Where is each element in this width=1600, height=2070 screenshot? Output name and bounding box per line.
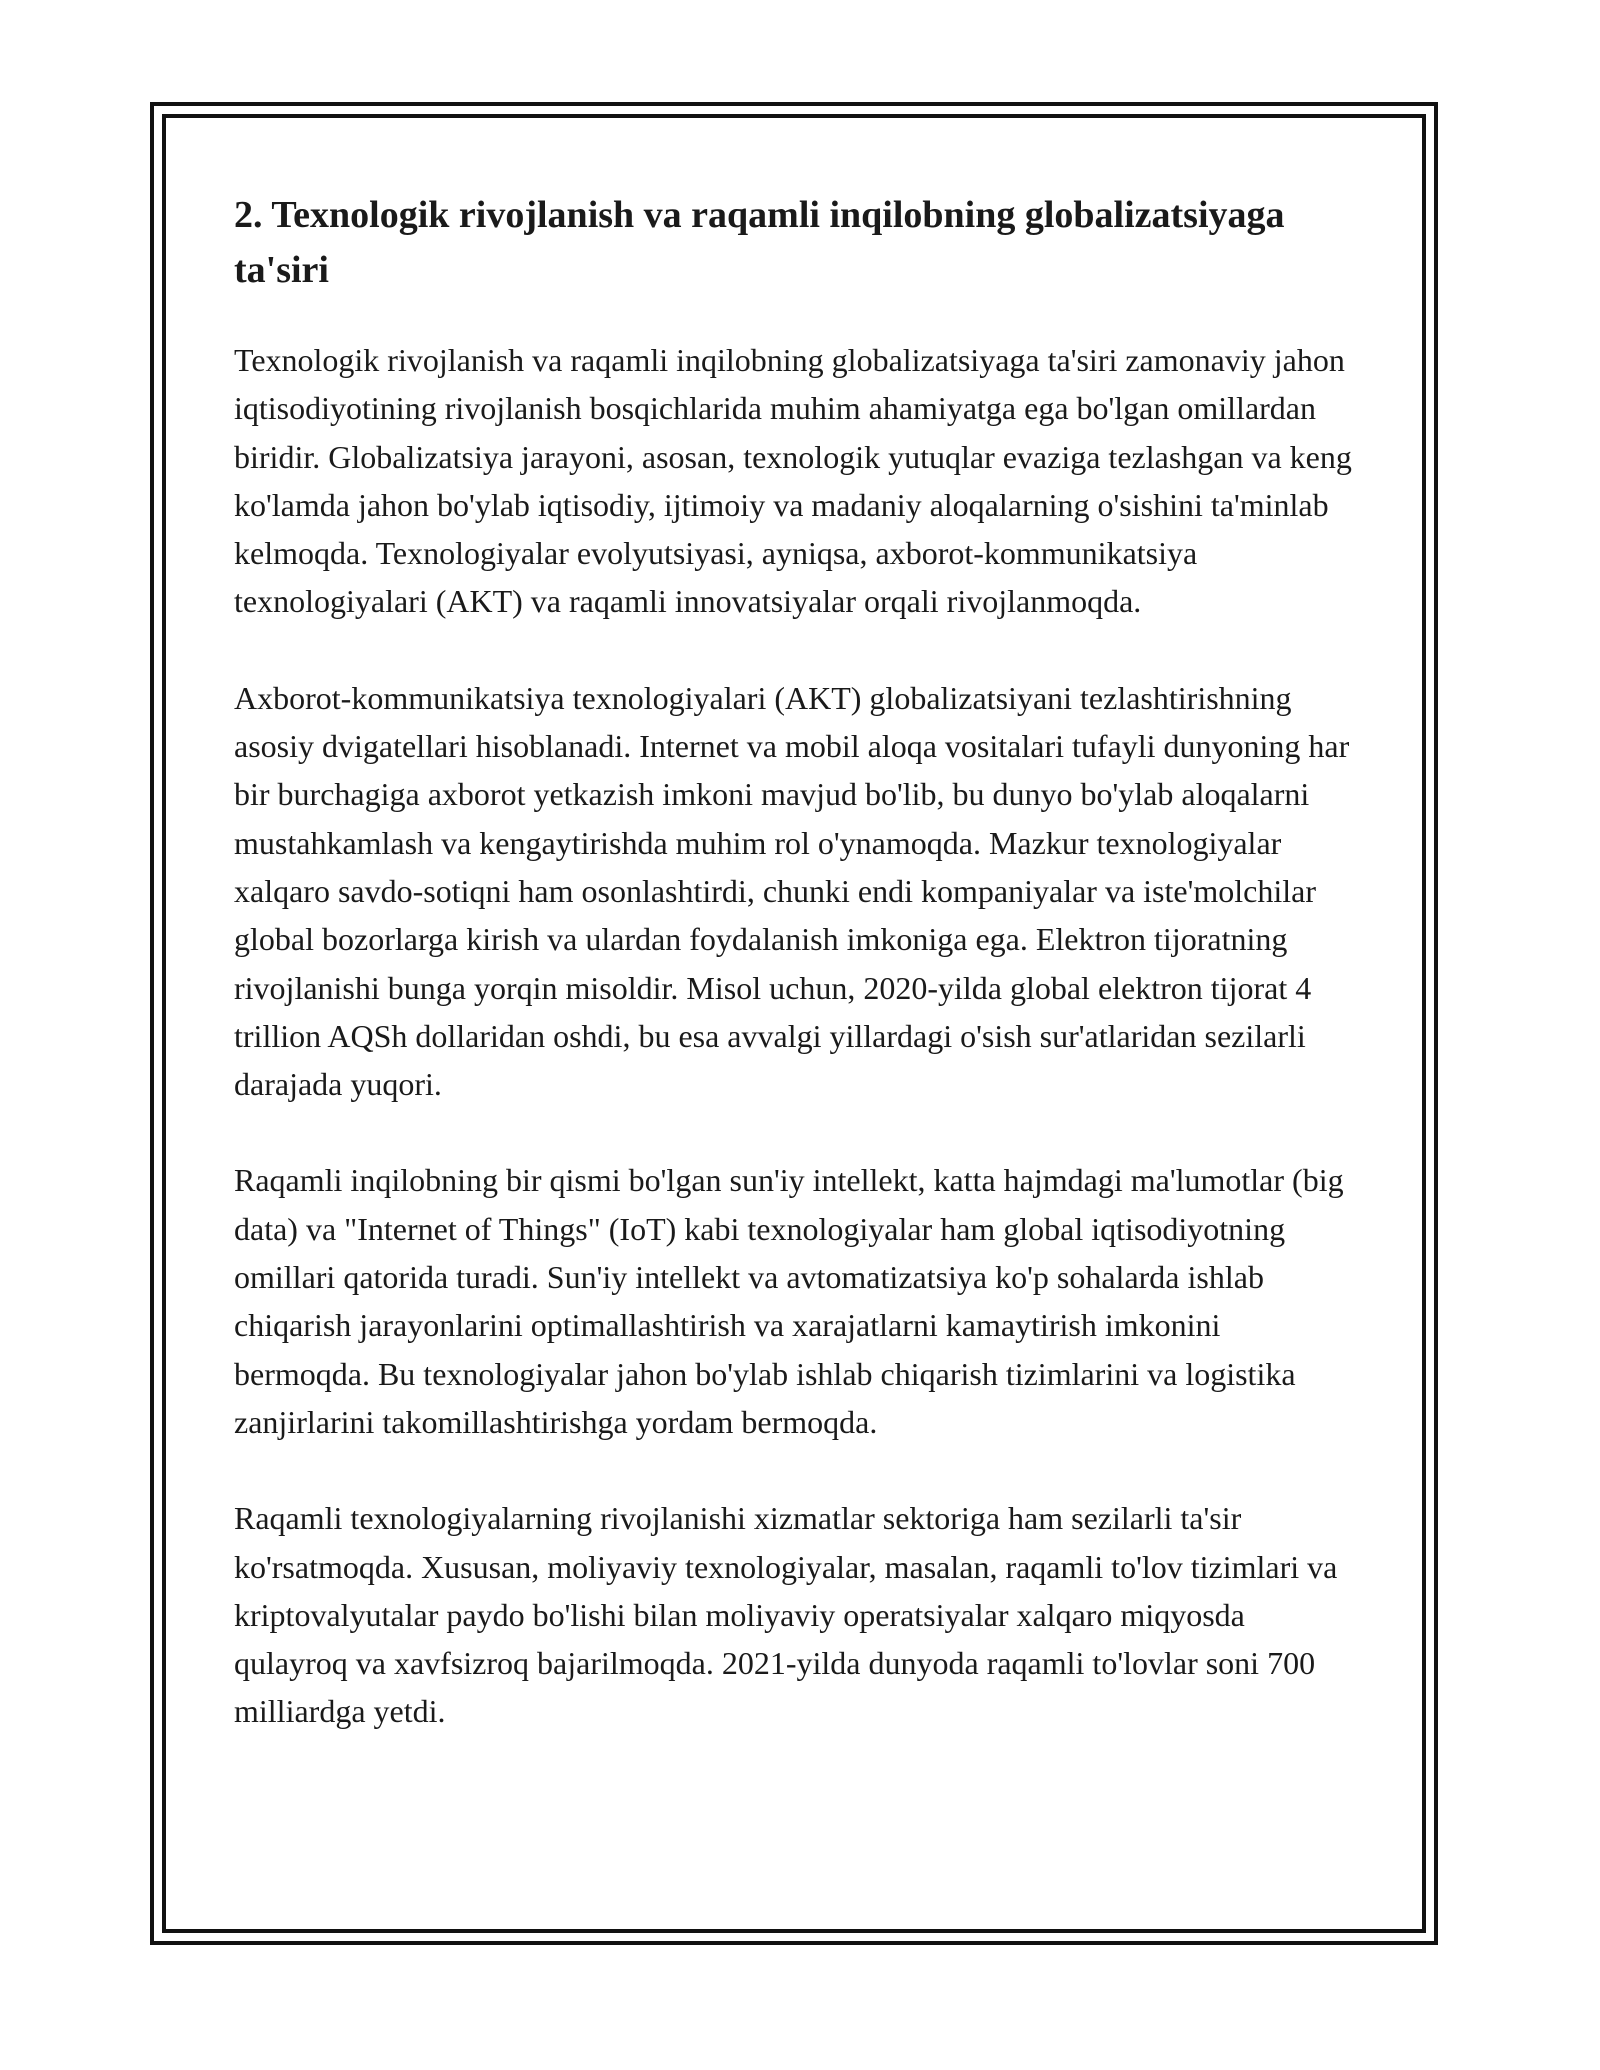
paragraph-4: Raqamli texnologiyalarning rivojlanishi xizmatlar sektoriga ham sezilarli ta'sir ko'rsatmoqda. Xususan, moliyaviy texnologiyalar, masalan, raqamli to'lov tizimlari va kriptovalyutalar paydo bo'lishi bilan moliyaviy operatsiyalar xalqaro miqyosda qulayroq va xavfsizroq bajarilmoqda. 2021-yilda dunyoda raqamli to'lovlar soni 700 milliardga yetdi. [234, 1500, 1338, 1730]
paragraph-3: Raqamli inqilobning bir qismi bo'lgan sun'iy intellekt, katta hajmdagi ma'lumotlar (big data) va "Internet of Things" (IoT) kabi texnologiyalar ham global iqtisodiyotning omillari qatorida turadi. Sun'iy intellekt va avtomatizatsiya ko'p sohalarda ishlab chiqarish jarayonlarini optimallashtirish va xarajatlarni kamaytirish imkonini bermoqda. Bu texnologiyalar jahon bo'ylab ishlab chiqarish tizimlarini va logistika zanjirlarini takomillashtirishga yordam bermoqda. [234, 1162, 1344, 1440]
section-heading: 2. Texnologik rivojlanish va raqamli inqilobning globalizatsiyaga ta'siri [234, 194, 1285, 291]
paragraph-1: Texnologik rivojlanish va raqamli inqilobning globalizatsiyaga ta'siri zamonaviy jahon iqtisodiyotining rivojlanish bosqichlarida muhim ahamiyatga ega bo'lgan omillardan biridir. Globalizatsiya jarayoni, asosan, texnologik yutuqlar evaziga tezlashgan va keng ko'lamda jahon bo'ylab iqtisodiy, ijtimoiy va madaniy aloqalarning o'sishini ta'minlab kelmoqda. Texnologiyalar evolyutsiyasi, ayniqsa, axborot-kommunikatsiya texnologiyalari (AKT) va raqamli innovatsiyalar orqali rivojlanmoqda. [234, 342, 1352, 620]
document-body [234, 188, 1364, 1736]
paragraph-2: Axborot-kommunikatsiya texnologiyalari (AKT) globalizatsiyani tezlashtirishning asosiy dvigatellari hisoblanadi. Internet va mobil aloqa vositalari tufayli dunyoning har bir burchagiga axborot yetkazish imkoni mavjud bo'lib, bu dunyo bo'ylab aloqalarni mustahkamlash va kengaytirishda muhim rol o'ynamoqda. Mazkur texnologiyalar xalqaro savdo-sotiqni ham osonlashtirdi, chunki endi kompaniyalar va iste'molchilar global bozorlarga kirish va ulardan foydalanish imkoniga ega. Elektron tijoratning rivojlanishi bunga yorqin misoldir. Misol uchun, 2020-yilda global elektron tijorat 4 trillion AQSh dollaridan oshdi, bu esa avvalgi yillardagi o'sish sur'atlaridan sezilarli darajada yuqori. [234, 679, 1350, 1103]
